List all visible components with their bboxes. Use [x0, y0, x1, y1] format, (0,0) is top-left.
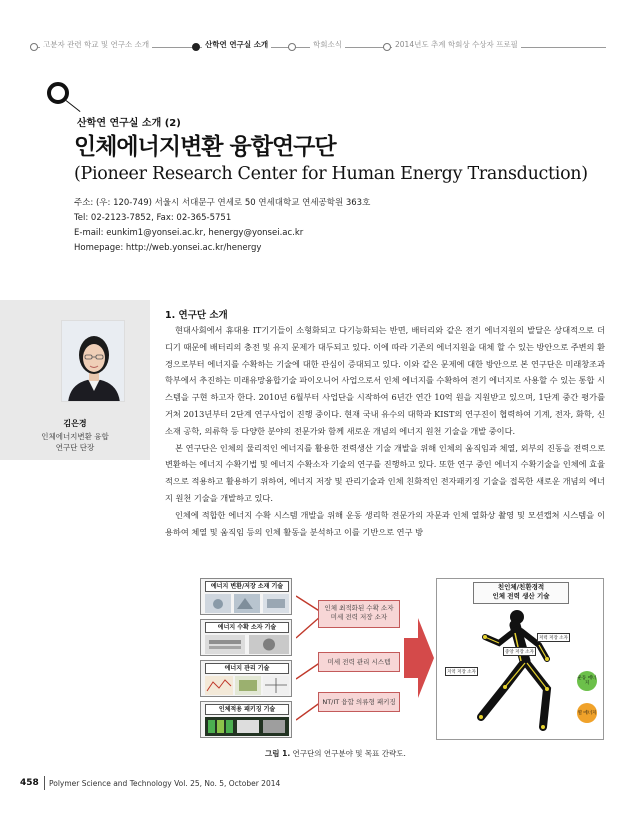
kinetic-energy-icon: 운동 에너지 [577, 671, 597, 691]
page-number: 458 [20, 778, 39, 788]
tech-card-label: 에너지 관리 기술 [205, 663, 289, 674]
storage-tag: 중앙 저장 소자 [503, 647, 536, 656]
device-image-icon [205, 635, 289, 654]
contact-email[interactable]: E-mail: eunkim1@yonsei.ac.kr, henergy@yonsei.ac.kr [74, 228, 304, 238]
target-box [318, 692, 400, 712]
tech-card-label: 에너지 변환/저장 소재 기술 [205, 581, 289, 592]
person-role-line1: 인체에너지변환 융합 [41, 432, 109, 441]
profile-photo [61, 320, 125, 402]
section-heading: 1. 연구단 소개 [165, 310, 228, 321]
target-box-line: NT/IT 융합 의류형 패키징 [322, 698, 396, 706]
tech-card [200, 660, 292, 697]
contact-phone: Tel: 02-2123-7852, Fax: 02-365-5751 [74, 213, 232, 223]
nav-dot-icon [383, 43, 391, 51]
section-ring-tail [66, 100, 81, 112]
target-box [318, 652, 400, 672]
human-title [437, 583, 605, 601]
target-box-line: 미세 전력 저장 소자 [330, 613, 388, 621]
person-role-line2: 연구단 단장 [55, 443, 95, 452]
contact-address: 주소: (우: 120-749) 서울시 서대문구 연세로 50 연세대학교 연세공학원 363호 [74, 198, 371, 208]
top-navigation [20, 36, 606, 56]
nav-dot-icon [30, 43, 38, 51]
page-title: 인체에너지변환 융합연구단 [74, 134, 336, 160]
person-role [0, 431, 150, 453]
nav-item-schools[interactable]: 고분자 관련 학교 및 연구소 소개 [40, 39, 152, 50]
target-box [318, 600, 400, 628]
human-energy-panel [436, 578, 604, 740]
tech-card-label: 인체적용 패키징 기술 [205, 704, 289, 715]
human-title-line2: 인체 전력 생산 기술 [492, 592, 550, 600]
tech-card-label: 에너지 수확 소자 기술 [205, 622, 289, 633]
right-arrow-icon [404, 618, 434, 698]
person-portrait-icon [62, 321, 125, 402]
nav-item-news[interactable]: 학회소식 [310, 39, 345, 50]
storage-tag: 지역 저장 소자 [445, 667, 478, 676]
paragraph: 현대사회에서 휴대용 IT기기들이 소형화되고 다기능화되는 반면, 배터리와 같은 전기 에너지원의 발달은 상대적으로 더디기 때문에 배터리의 충전 및 유지 문제가 대두되고 있다. 이에 따라 기존의 에너지원을 대체 할 수 있는 방안으로 주변의 환경으로부터 에너지를 수확하는 기술에 대한 관심이 증대되고 있다. 이와 같은 문제에 대한 방안으로 본 연구단은 미래창조과학부에서 추진하는 미래유망융합기술 파이오니어 사업으로서 인체 에너지를 수확하여 전기 에너지로 사용할 수 있는 통합 시스템을 구현 하고자 한다. 2010년 6월부터 사업단을 시작하여 6년간 연간 10억 원을 지원받고 있으며, 1단계 중간 평가를 거쳐 2013년부터 2단계 연구사업이 진행 중이다. 현재 국내 유수의 대학과 KIST의 연구진이 협력하여 기계, 전자, 화학, 신소재 공학, 의류학 등 다양한 분야의 전문가와 함께 새로운 개념의 에너지 원천 기술을 개발 중이다. [165, 325, 605, 436]
human-title-line1: 친인체/친환경적 [497, 583, 545, 591]
footer-divider [44, 776, 45, 790]
circuit-image-icon [205, 676, 289, 695]
tech-card [200, 701, 292, 738]
journal-citation: Polymer Science and Technology Vol. 25, No. 5, October 2014 [49, 779, 281, 788]
target-box-line: 미세 전력 관리 시스템 [327, 658, 391, 666]
figure-caption [265, 748, 406, 759]
tech-card [200, 578, 292, 615]
caption-text: 연구단의 연구분야 및 목표 간략도. [290, 749, 406, 758]
page-title-english: (Pioneer Research Center for Human Energy Transduction) [74, 164, 588, 184]
caption-label: 그림 1. [265, 749, 291, 758]
contact-homepage[interactable]: Homepage: http://web.yonsei.ac.kr/henergy [74, 243, 262, 253]
figure-1 [200, 578, 604, 743]
nav-item-awards[interactable]: 2014년도 추계 학회상 수상자 프로필 [392, 39, 521, 50]
paragraph: 인체에 적합한 에너지 수확 시스템 개발을 위해 운동 생리학 전문가의 자문과 인체 열화상 촬영 및 모션캡쳐 시스템을 이용하여 체열 및 움직임 등의 인체 활동을 분석하고 이를 기반으로 연구 방 [165, 509, 605, 537]
thermal-energy-icon: 열 에너지 [577, 703, 597, 723]
target-box-line: 인체 최적화된 수확 소자 [324, 604, 394, 612]
body-text [165, 322, 605, 540]
contact-info [74, 196, 370, 256]
package-image-icon [205, 717, 289, 736]
person-name: 김은경 [63, 419, 87, 428]
tech-stack [200, 578, 292, 740]
section-label: 산학연 연구실 소개 (2) [77, 118, 181, 129]
nav-item-labs[interactable]: 산학연 연구실 소개 [202, 39, 271, 50]
material-image-icon [205, 594, 289, 613]
tech-card [200, 619, 292, 656]
storage-tag: 저력 저장 소자 [537, 633, 570, 642]
nav-dot-active-icon [192, 43, 200, 51]
paragraph: 본 연구단은 인체의 물리적인 에너지를 활용한 전력생산 기술 개발을 위해 인체의 움직임과 체열, 외부의 진동을 전력으로 변환하는 에너지 수확기법 및 에너지 수확소자 기술의 연구를 진행하고 있다. 또한 연구 중인 에너지 수확기술을 인체에 효율적으로 적용하고 활용하기 위하여, 에너지 저장 및 관리기술과 인체 친화적인 전자패키징 기술을 접목한 새로운 개념의 에너지 원천 기술을 개발하고 있다. [165, 442, 605, 503]
nav-dot-icon [288, 43, 296, 51]
